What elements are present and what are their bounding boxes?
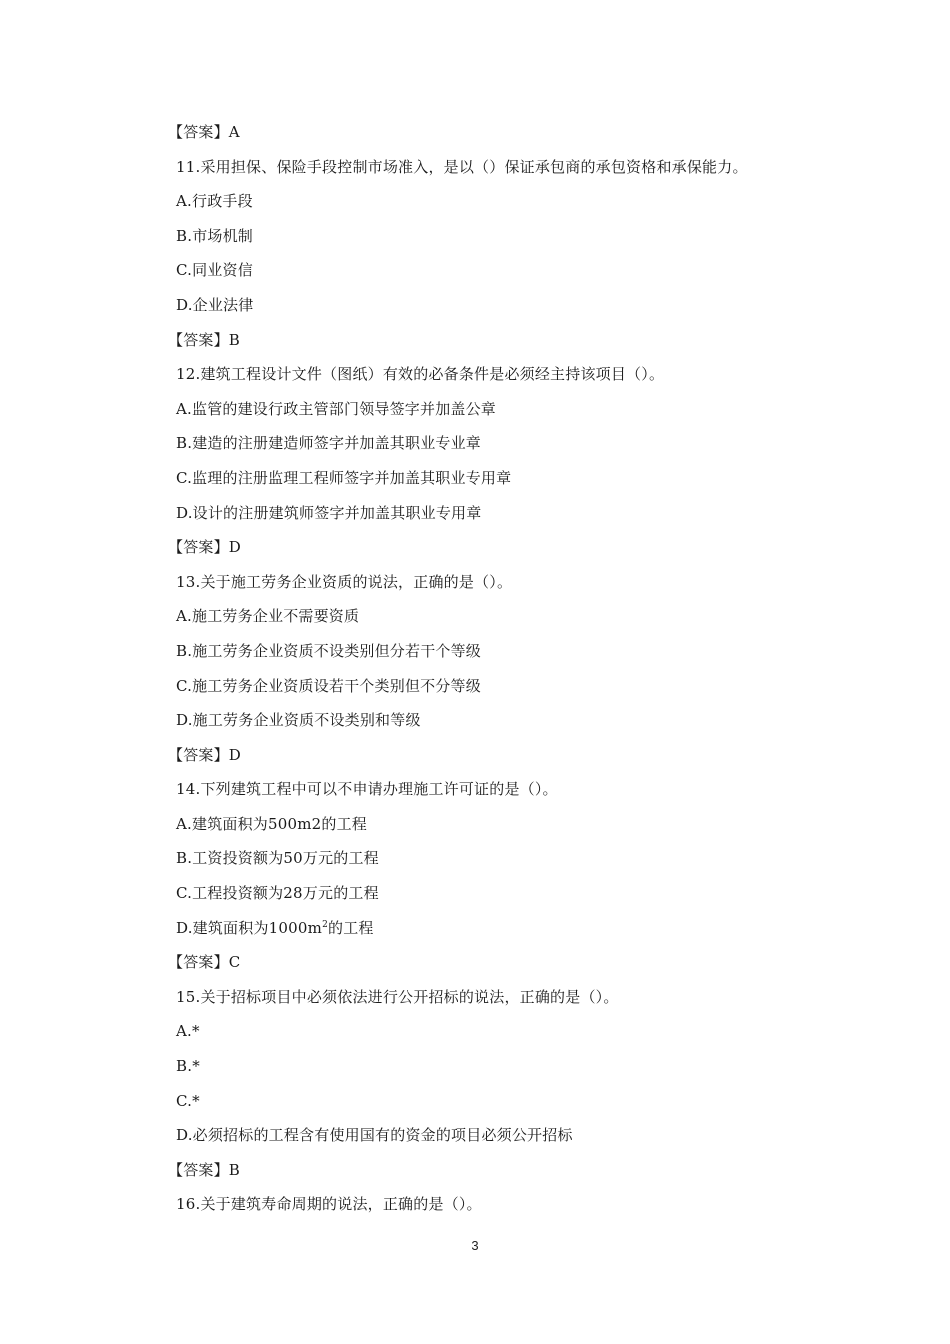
question-stem: 11.采用担保、保险手段控制市场准入，是以（）保证承包商的承包资格和承保能力。 [176,157,748,176]
option-text: 的工程 [328,918,374,937]
answer-option: A.行政手段 [176,192,253,211]
answer-option: B.* [176,1057,200,1076]
answer-option: B.施工劳务企业资质不设类别但分若干个等级 [176,641,481,660]
answer-option: B.建造的注册建造师签字并加盖其职业专业章 [176,434,481,453]
superscript: 2 [322,919,328,930]
answer-option: A.建筑面积为500m2的工程 [176,814,367,833]
answer-line: 【答案】D [168,745,242,764]
answer-option: C.* [176,1091,200,1110]
answer-line: 【答案】A [168,123,240,141]
question-stem: 16.关于建筑寿命周期的说法，正确的是（）。 [176,1195,482,1214]
answer-line: 【答案】D [168,538,242,557]
answer-line: 【答案】B [168,1160,241,1179]
answer-option: D.企业法律 [176,295,254,314]
answer-option: C.工程投资额为28万元的工程 [176,884,379,903]
exam-content [168,115,836,1222]
answer-option: D.必须招标的工程含有使用国有的资金的项目必须公开招标 [176,1126,573,1145]
answer-option: B.市场机制 [176,226,253,245]
answer-line: 【答案】B [168,330,241,349]
answer-line: 【答案】C [168,953,241,972]
answer-option: C.施工劳务企业资质设若干个类别但不分等级 [176,676,481,695]
question-stem: 13.关于施工劳务企业资质的说法，正确的是（）。 [176,572,513,591]
answer-option [176,911,836,946]
answer-option: C.同业资信 [176,261,253,280]
question-stem: 15.关于招标项目中必须依法进行公开招标的说法，正确的是（）。 [176,987,619,1006]
question-stem: 12.建筑工程设计文件（图纸）有效的必备条件是必须经主持该项目（）。 [176,365,665,384]
question-stem: 14.下列建筑工程中可以不申请办理施工许可证的是（）。 [176,780,558,799]
answer-option: D.施工劳务企业资质不设类别和等级 [176,711,421,730]
answer-option: D.设计的注册建筑师签字并加盖其职业专用章 [176,503,482,522]
answer-option: A.监管的建设行政主管部门领导签字并加盖公章 [176,399,497,418]
answer-option: A.施工劳务企业不需要资质 [176,607,360,626]
page-number: 3 [471,1238,479,1253]
answer-option: C.监理的注册监理工程师签字并加盖其职业专用章 [176,468,512,487]
answer-option: A.* [176,1022,200,1041]
answer-option: B.工资投资额为50万元的工程 [176,849,379,868]
option-text: D.建筑面积为1000m [176,918,323,937]
